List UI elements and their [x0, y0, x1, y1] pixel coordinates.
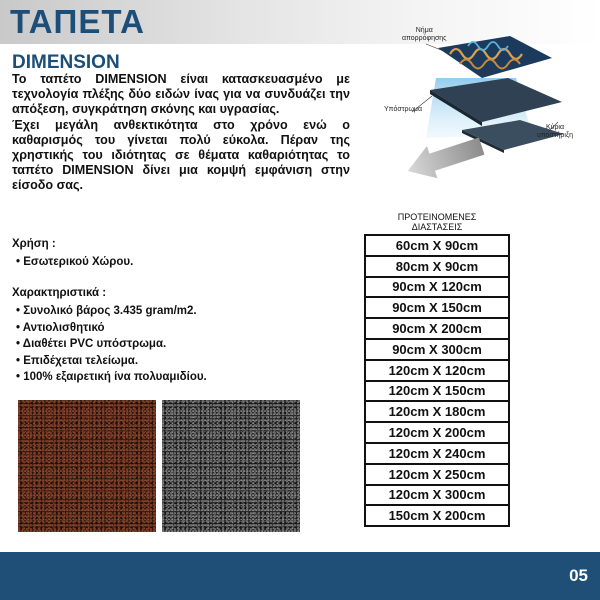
size-cell: 120cm X 120cm: [365, 360, 509, 381]
size-cell: 120cm X 250cm: [365, 464, 509, 485]
brown-mat-swatch: [18, 400, 156, 532]
size-cell: 120cm X 180cm: [365, 401, 509, 422]
usage-list: [12, 254, 133, 271]
absorb-label-line: Νήμα: [415, 27, 433, 34]
size-row: [365, 318, 509, 339]
size-cell: 120cm X 300cm: [365, 485, 509, 506]
absorb-fiber-label: [402, 27, 447, 43]
size-row: [365, 360, 509, 381]
feature-item: • Διαθέτει PVC υπόστρωμα.: [12, 336, 207, 353]
feature-item: • Επιδέχεται τελείωμα.: [12, 353, 207, 370]
features-list: [12, 303, 207, 386]
underlay-label: Υπόστρωμα: [384, 106, 423, 113]
sizes-title-line: ΔΙΑΣΤΑΣΕΙΣ: [411, 222, 463, 232]
size-cell: 90cm X 120cm: [365, 277, 509, 298]
page-number: 05: [569, 566, 588, 585]
main-label-line: Κύρια: [545, 124, 565, 131]
usage-section: [12, 238, 133, 271]
footer-band: [0, 552, 600, 600]
size-cell: 90cm X 150cm: [365, 297, 509, 318]
main-label-line: υποστήριξη: [537, 132, 573, 139]
size-cell: 120cm X 150cm: [365, 381, 509, 402]
grey-mat-swatch: [162, 400, 300, 532]
size-row: [365, 339, 509, 360]
sizes-title: [364, 212, 510, 232]
feature-item: • Αντιολισθητικό: [12, 320, 207, 337]
features-section: [12, 287, 207, 386]
size-row: [365, 381, 509, 402]
size-row: [365, 443, 509, 464]
size-row: [365, 277, 509, 298]
product-description: [12, 72, 350, 194]
size-cell: 150cm X 200cm: [365, 505, 509, 526]
size-cell: 60cm X 90cm: [365, 235, 509, 256]
main-support-label: [537, 124, 573, 140]
sizes-table: [364, 234, 510, 527]
feature-item: • 100% εξαιρετική ίνα πολυαμιδίου.: [12, 369, 207, 386]
usage-item: • Εσωτερικού Χώρου.: [12, 254, 133, 271]
size-cell: 90cm X 300cm: [365, 339, 509, 360]
size-row: [365, 485, 509, 506]
size-row: [365, 256, 509, 277]
description-paragraph: Έχει μεγάλη ανθεκτικότητα στο χρόνο ενώ ο καθαρισμός του γίνεται πολύ εύκολα. Πέραν της χρηστικής του ιδιότητας σε θέματα καθαριότητας το ταπέτο DIMENSION δίνει μια κομψή εμφάνιση στην είσοδο σας.: [12, 117, 350, 193]
absorb-label-line: απορρόφησης: [402, 35, 447, 42]
mat-layers-diagram: [372, 22, 592, 194]
size-row: [365, 297, 509, 318]
size-row: [365, 505, 509, 526]
description-paragraph: Το ταπέτο DIMENSION είναι κατασκευασμένο με τεχνολογία πλέξης δύο ειδών ίνας για να συνδυάζει την απόξεση, συγκράτηση σκόνης και υγρασίας.: [12, 72, 350, 117]
size-row: [365, 235, 509, 256]
product-name: DIMENSION: [12, 52, 120, 73]
size-cell: 120cm X 200cm: [365, 422, 509, 443]
size-row: [365, 401, 509, 422]
sizes-table-body: [365, 235, 509, 526]
size-cell: 90cm X 200cm: [365, 318, 509, 339]
page-title: ΤΑΠΕΤΑ: [10, 3, 145, 40]
size-row: [365, 422, 509, 443]
feature-item: • Συνολικό βάρος 3.435 gram/m2.: [12, 303, 207, 320]
sizes-title-line: ΠΡΟΤΕΙΝΟΜΕΝΕΣ: [397, 212, 477, 222]
size-cell: 120cm X 240cm: [365, 443, 509, 464]
size-row: [365, 464, 509, 485]
usage-label: Χρήση :: [12, 238, 56, 250]
features-label: Χαρακτηριστικά :: [12, 287, 107, 299]
size-cell: 80cm X 90cm: [365, 256, 509, 277]
